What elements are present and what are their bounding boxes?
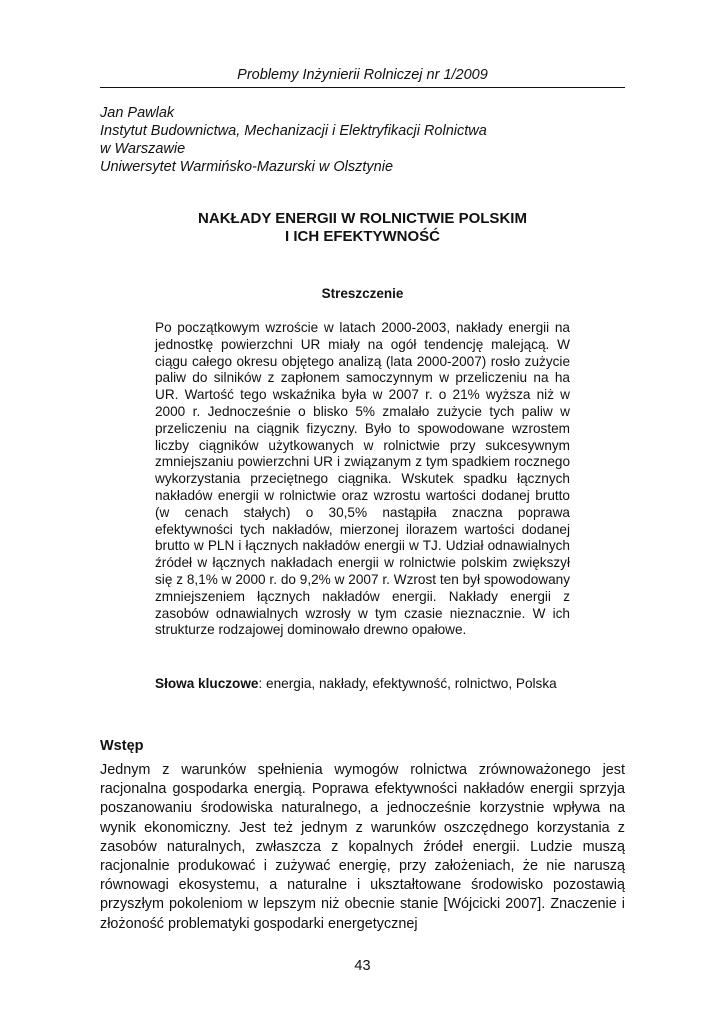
paper-title-line-1: NAKŁADY ENERGII W ROLNICTWIE POLSKIM — [198, 210, 527, 227]
author-affiliation-2: Uniwersytet Warmińsko-Mazurski w Olsztynie — [100, 159, 394, 175]
abstract-text: Po początkowym wzroście w latach 2000-2003, nakłady energii na jednostkę powierzchni UR miały na ogół tendencję malejącą. W ciągu całego okresu objętego analizą (lata 2000-2007) rosło zużycie paliw do silników z zapłonem samoczynnym w przeliczeniu na ha UR. Wartość tego wskaźnika była w 2007 r. o 21% wyższa niż w 2000 r. Jednocześnie o blisko 5% zmalało zużycie tych paliw w przeliczeniu na ciągnik fizyczny. Było to spowodowane wzrostem liczby ciągników użytkowanych w rolnictwie przy sukcesywnym zmniejszaniu powierzchni UR i związanym z tym spadkiem rocznego wykorzystania przeciętnego ciągnika. Wskutek spadku łącznych nakładów energii w rolnictwie oraz wzrostu wartości dodanej brutto (w cenach stałych) o 30,5% nastąpiła znaczna poprawa efektywności tych nakładów, mierzonej ilorazem wartości dodanej brutto w PLN i łącznych nakładów energii w TJ. Udział odnawialnych źródeł w łącznych nakładach energii w rolnictwie polskim zwiększył się z 8,1% w 2000 r. do 9,2% w 2007 r. Wzrost ten był spowodowany zmniejszeniem łącznych nakładów energii. Nakłady energii z zasobów odnawialnych wzrosły w tym czasie nieznacznie. W ich strukturze rodzajowej dominowało drewno opałowe. — [155, 320, 570, 638]
introduction-text: Jednym z warunków spełnienia wymogów rolnictwa zrównoważonego jest racjonalna gospodarka energią. Poprawa efektywności nakładów energii sprzyja poszanowaniu środowiska naturalnego, a jednocześnie korzystnie wpływa na wynik ekonomiczny. Jest też jednym z warunków oszczędnego korzystania z zasobów naturalnych, zwłaszcza z kopalnych źródeł energii. Ludzie muszą racjonalnie produkować i zużywać energię, przy założeniach, że nie naruszą równowagi ekosystemu, a naturalne i ukształtowane środowisko pozostawią przyszłym pokoleniom w lepszym niż obecnie stanie [Wójcicki 2007]. Znaczenie i złożoność problematyki gospodarki energetycznej — [100, 762, 625, 932]
author-name: Jan Pawlak — [100, 105, 175, 121]
header-rule — [100, 87, 625, 88]
journal-header: Problemy Inżynierii Rolniczej nr 1/2009 — [237, 67, 488, 83]
keywords-text: : energia, nakłady, efektywność, rolnictwo, Polska — [258, 676, 557, 691]
keywords — [155, 676, 570, 693]
author-block — [100, 104, 625, 176]
author-affiliation-1-city: w Warszawie — [100, 141, 186, 157]
keywords-label: Słowa kluczowe — [155, 676, 259, 691]
paper-title-line-2: I ICH EFEKTYWNOŚĆ — [284, 228, 440, 245]
section-heading-introduction: Wstęp — [100, 738, 144, 754]
author-affiliation-1: Instytut Budownictwa, Mechanizacji i Elektryfikacji Rolnictwa — [100, 123, 487, 139]
abstract-heading: Streszczenie — [321, 286, 404, 301]
paper-title — [100, 210, 625, 246]
page-number: 43 — [354, 958, 371, 974]
